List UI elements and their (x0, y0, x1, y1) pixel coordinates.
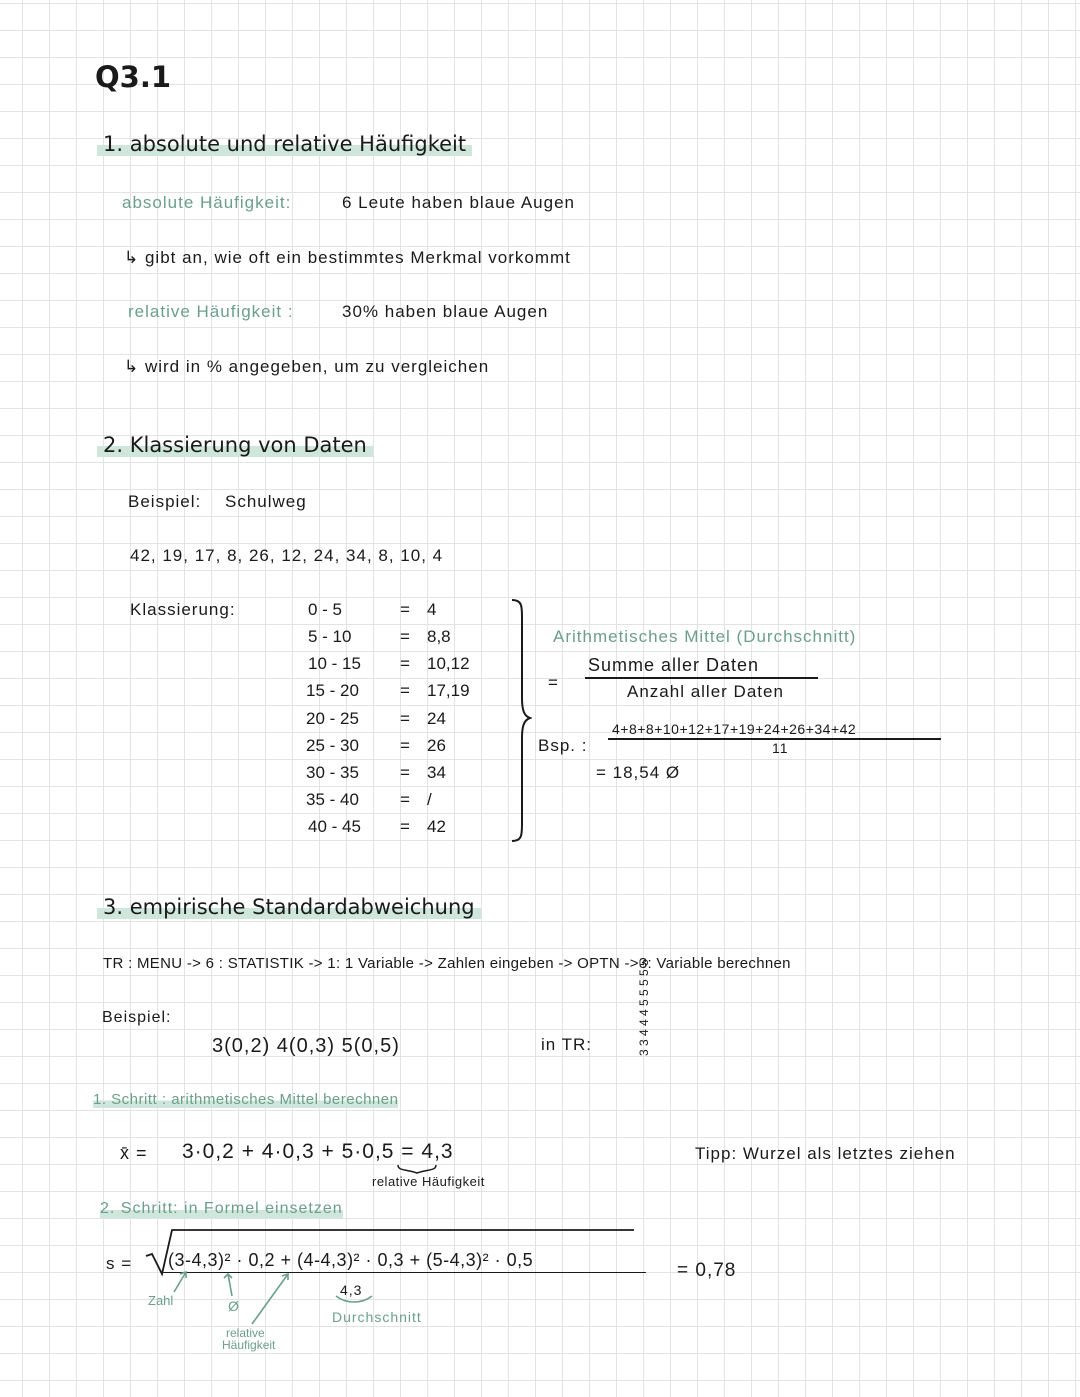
std-dev-result: = 0,78 (677, 1260, 737, 1281)
class-range: 35 - 40 (306, 790, 359, 809)
step-2-label: 2. Schritt: in Formel einsetzen (100, 1200, 343, 1217)
class-value: / (427, 790, 432, 809)
annotation-mean-symbol: Ø (228, 1298, 240, 1314)
std-dev-formula: (3-4,3)² · 0,2 + (4-4,3)² · 0,3 + (5-4,3)² · 0,5 (168, 1250, 534, 1270)
class-equals: = (400, 600, 410, 619)
std-dev-symbol: s = (106, 1254, 133, 1273)
class-equals: = (400, 817, 410, 836)
class-value: 42 (427, 817, 446, 836)
class-value: 24 (427, 709, 446, 728)
annotation-number: Zahl (148, 1293, 174, 1308)
data-list: 42, 19, 17, 8, 26, 12, 24, 34, 8, 10, 4 (130, 546, 444, 565)
absolute-frequency-note: ↳ gibt an, wie oft ein bestimmtes Merkmal vorkommt (124, 248, 571, 267)
section-1-heading: 1. absolute und relative Häufigkeit (97, 132, 472, 156)
annotation-average: Durchschnitt (332, 1309, 422, 1325)
annotation-mean-value: 4,3 (340, 1282, 363, 1298)
example-abbrev-label: Bsp. : (538, 736, 588, 755)
class-range: 5 - 10 (308, 627, 352, 646)
class-equals: = (400, 654, 410, 673)
class-value: 10,12 (427, 654, 470, 673)
example-mean-result: = 18,54 Ø (596, 763, 681, 782)
absolute-frequency-label: absolute Häufigkeit: (122, 193, 292, 212)
curly-brace-icon (508, 598, 532, 843)
class-equals: = (400, 763, 410, 782)
class-range: 40 - 45 (308, 817, 361, 836)
relative-frequency-example: 30% haben blaue Augen (342, 302, 549, 321)
example-label: Beispiel: (128, 492, 202, 511)
example-values: 3(0,2) 4(0,3) 5(0,5) (212, 1035, 400, 1057)
absolute-frequency-example: 6 Leute haben blaue Augen (342, 193, 575, 212)
class-range: 25 - 30 (306, 736, 359, 755)
annotation-frequency: Häufigkeit (222, 1338, 276, 1352)
class-equals: = (400, 709, 410, 728)
relative-frequency-annotation: relative Häufigkeit (372, 1174, 485, 1189)
class-value: 17,19 (427, 681, 470, 700)
calculator-entries: 3 3 4 4 4 5 5 5 5 5 (637, 959, 651, 1056)
step-1-label: 1. Schritt : arithmetisches Mittel berechnen (93, 1091, 399, 1108)
relative-frequency-note: ↳ wird in % angegeben, um zu vergleichen (124, 357, 490, 376)
class-value: 34 (427, 763, 446, 782)
page-title: Q3.1 (95, 60, 172, 94)
mean-fraction-line (585, 677, 818, 679)
class-value: 8,8 (427, 627, 451, 646)
class-equals: = (400, 736, 410, 755)
class-range: 10 - 15 (308, 654, 361, 673)
in-calculator-label: in TR: (541, 1035, 593, 1054)
mean-symbol: x̄ = (120, 1143, 148, 1163)
class-value: 26 (427, 736, 446, 755)
class-equals: = (400, 681, 410, 700)
mean-formula-numerator: Summe aller Daten (588, 655, 760, 675)
arithmetic-mean-title: Arithmetisches Mittel (Durchschnitt) (553, 627, 857, 646)
annotation-relative: relative (226, 1326, 265, 1340)
class-equals: = (400, 627, 410, 646)
class-value: 4 (427, 600, 437, 619)
example-label-2: Beispiel: (102, 1009, 172, 1026)
annotation-arrows-icon (140, 1268, 440, 1338)
class-range: 30 - 35 (306, 763, 359, 782)
example-value: Schulweg (225, 492, 307, 511)
class-range: 0 - 5 (308, 600, 343, 619)
section-3-heading: 3. empirische Standardabweichung (97, 895, 481, 919)
mean-equals-sign: = (548, 673, 559, 692)
tip-note: Tipp: Wurzel als letztes ziehen (695, 1144, 956, 1163)
section-2-heading: 2. Klassierung von Daten (97, 433, 373, 457)
class-range: 20 - 25 (306, 709, 359, 728)
example-sum: 4+8+8+10+12+17+19+24+26+34+42 (612, 721, 857, 737)
mean-calculation: 3·0,2 + 4·0,3 + 5·0,5 = 4,3 (182, 1140, 454, 1163)
calculator-instructions: TR : MENU -> 6 : STATISTIK -> 1: 1 Variable -> Zahlen eingeben -> OPTN ->3: Variable berechnen (103, 955, 791, 972)
relative-frequency-label: relative Häufigkeit : (128, 302, 294, 321)
example-count: 11 (772, 740, 789, 756)
class-equals: = (400, 790, 410, 809)
classification-label: Klassierung: (130, 600, 236, 619)
class-range: 15 - 20 (306, 681, 359, 700)
mean-formula-denominator: Anzahl aller Daten (627, 682, 784, 701)
